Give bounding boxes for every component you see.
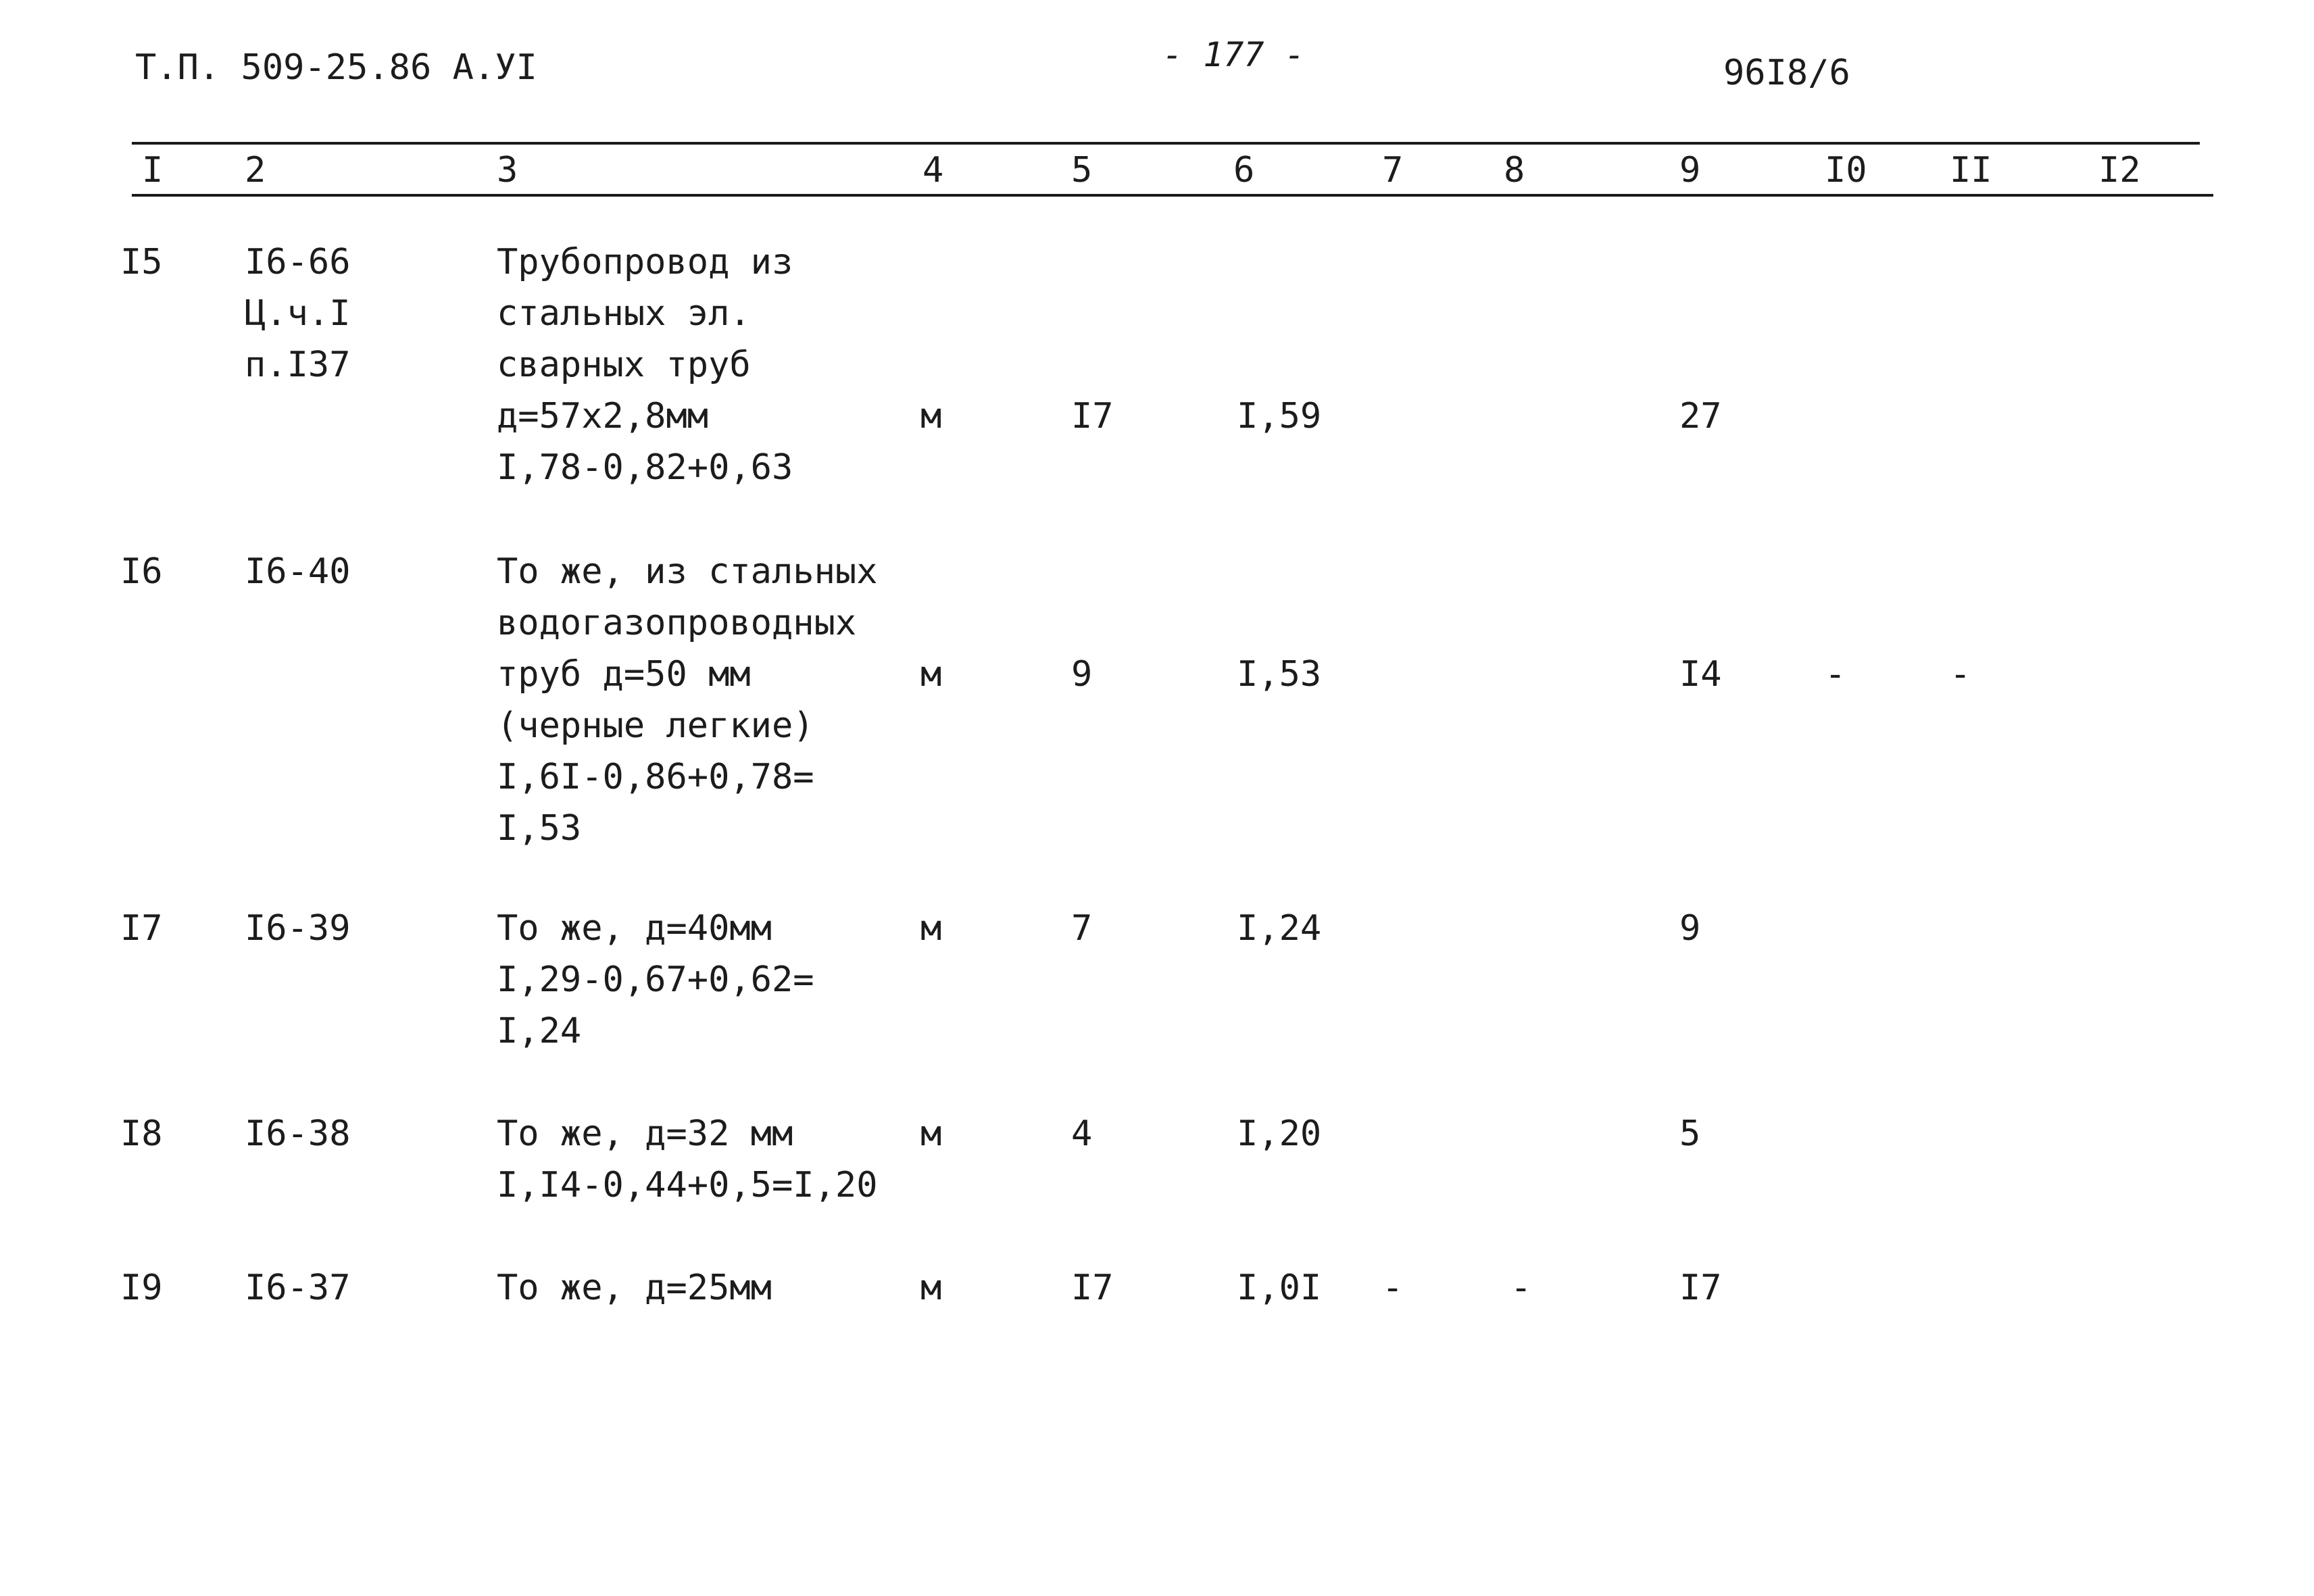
- row-col9: 27: [1679, 396, 1722, 437]
- row-code: [245, 1108, 351, 1159]
- row-unit: м: [920, 396, 942, 437]
- row-quantity: 7: [1071, 908, 1093, 949]
- description-line: I,24: [497, 1011, 582, 1051]
- row-coefficient: I,59: [1237, 396, 1322, 437]
- row-number: I6: [120, 551, 163, 592]
- column-number: I2: [2098, 150, 2141, 191]
- row-unit: м: [920, 1268, 942, 1308]
- column-number: II: [1950, 150, 1992, 191]
- column-number: 4: [922, 150, 944, 191]
- description-line: I,78-0,82+0,63: [497, 447, 793, 488]
- row-description: [497, 1262, 772, 1314]
- description-line: сварных труб: [497, 345, 751, 385]
- row-quantity: I7: [1071, 396, 1114, 437]
- description-line: д=57х2,8мм: [497, 396, 709, 437]
- row-col11: -: [1950, 654, 1971, 695]
- row-number: I5: [120, 242, 163, 282]
- description-line: I,29-0,67+0,62=: [497, 959, 814, 1000]
- row-quantity: 4: [1071, 1114, 1093, 1154]
- row-col9: 9: [1679, 908, 1701, 949]
- description-line: стальных эл.: [497, 293, 751, 334]
- description-line: I,I4-0,44+0,5=I,20: [497, 1165, 878, 1205]
- document-code: Т.П. 509-25.86 А.УI: [135, 47, 537, 88]
- description-line: Трубопровод из: [497, 242, 793, 282]
- column-number: 5: [1071, 150, 1093, 191]
- row-coefficient: I,53: [1237, 654, 1322, 695]
- code-line: I6-40: [245, 551, 351, 592]
- code-line: п.I37: [245, 345, 351, 385]
- description-line: I,53: [497, 808, 582, 849]
- column-number: 7: [1382, 150, 1404, 191]
- row-code: [245, 236, 351, 391]
- column-number: 2: [245, 150, 266, 191]
- row-coefficient: I,24: [1237, 908, 1322, 949]
- column-number: I0: [1825, 150, 1867, 191]
- row-col9: 5: [1679, 1114, 1701, 1154]
- code-line: Ц.ч.I: [245, 293, 351, 334]
- row-col8: -: [1510, 1268, 1532, 1308]
- row-description: [497, 546, 878, 854]
- row-coefficient: I,20: [1237, 1114, 1322, 1154]
- table-top-rule: [132, 142, 2200, 145]
- column-number: 6: [1233, 150, 1255, 191]
- row-number: I9: [120, 1268, 163, 1308]
- row-quantity: I7: [1071, 1268, 1114, 1308]
- row-description: [497, 236, 793, 493]
- column-number: I: [142, 150, 164, 191]
- document-number: 96I8/6: [1723, 53, 1850, 93]
- row-number: I7: [120, 908, 163, 949]
- column-number: 9: [1679, 150, 1701, 191]
- row-unit: м: [920, 908, 942, 949]
- row-col10: -: [1825, 654, 1846, 695]
- column-number: 3: [497, 150, 518, 191]
- row-quantity: 9: [1071, 654, 1093, 695]
- code-line: I6-38: [245, 1114, 351, 1154]
- row-coefficient: I,0I: [1237, 1268, 1322, 1308]
- code-line: I6-39: [245, 908, 351, 949]
- row-col9: I7: [1679, 1268, 1722, 1308]
- row-description: [497, 1108, 878, 1211]
- table-header-rule: [132, 194, 2213, 197]
- description-line: То же, д=32 мм: [497, 1114, 793, 1154]
- description-line: I,6I-0,86+0,78=: [497, 757, 814, 797]
- row-code: [245, 1262, 351, 1314]
- code-line: I6-37: [245, 1268, 351, 1308]
- row-col7: -: [1382, 1268, 1404, 1308]
- description-line: То же, из стальных: [497, 551, 878, 592]
- description-line: труб д=50 мм: [497, 654, 751, 695]
- page-number: - 177 -: [1162, 35, 1305, 74]
- row-col9: I4: [1679, 654, 1722, 695]
- row-code: [245, 546, 351, 597]
- description-line: То же, д=25мм: [497, 1268, 772, 1308]
- row-unit: м: [920, 654, 942, 695]
- row-code: [245, 903, 351, 954]
- column-number: 8: [1504, 150, 1525, 191]
- row-description: [497, 903, 814, 1057]
- description-line: водогазопроводных: [497, 603, 857, 643]
- description-line: (черные легкие): [497, 705, 814, 746]
- row-unit: м: [920, 1114, 942, 1154]
- code-line: I6-66: [245, 242, 351, 282]
- row-number: I8: [120, 1114, 163, 1154]
- description-line: То же, д=40мм: [497, 908, 772, 949]
